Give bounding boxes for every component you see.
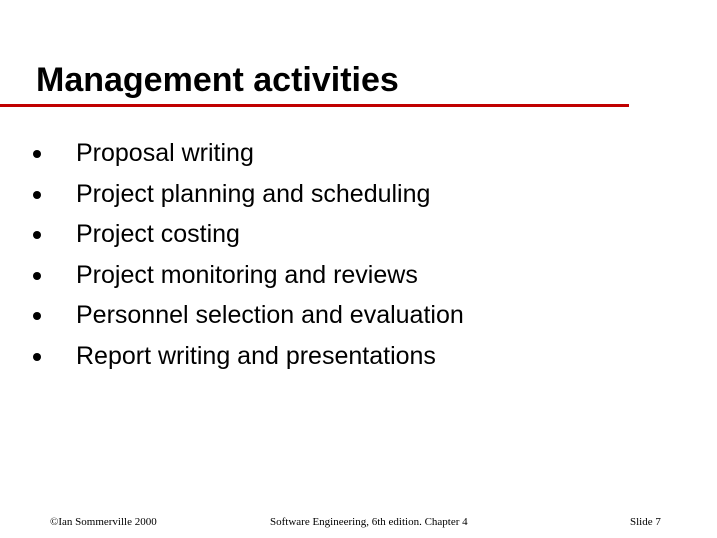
title-underline: [0, 104, 629, 107]
bullet-dot-icon: [33, 312, 41, 320]
bullet-text: Project costing: [76, 220, 240, 248]
bullet-text: Personnel selection and evaluation: [76, 301, 464, 329]
bullet-text: Proposal writing: [76, 139, 254, 167]
bullet-dot-icon: [33, 231, 41, 239]
slide-title: Management activities: [36, 61, 399, 99]
bullet-dot-icon: [33, 150, 41, 158]
bullet-text: Project planning and scheduling: [76, 179, 431, 208]
footer-slide-number: Slide 7: [630, 516, 661, 528]
bullet-dot-icon: [33, 272, 41, 280]
bullet-text: Project monitoring and reviews: [76, 260, 418, 289]
bullet-text: Report writing and presentations: [76, 341, 436, 370]
bullet-dot-icon: [33, 191, 41, 199]
bullet-dot-icon: [33, 353, 41, 361]
footer-copyright: ©Ian Sommerville 2000: [50, 516, 157, 528]
footer-book-title: Software Engineering, 6th edition. Chapter 4: [270, 516, 468, 528]
